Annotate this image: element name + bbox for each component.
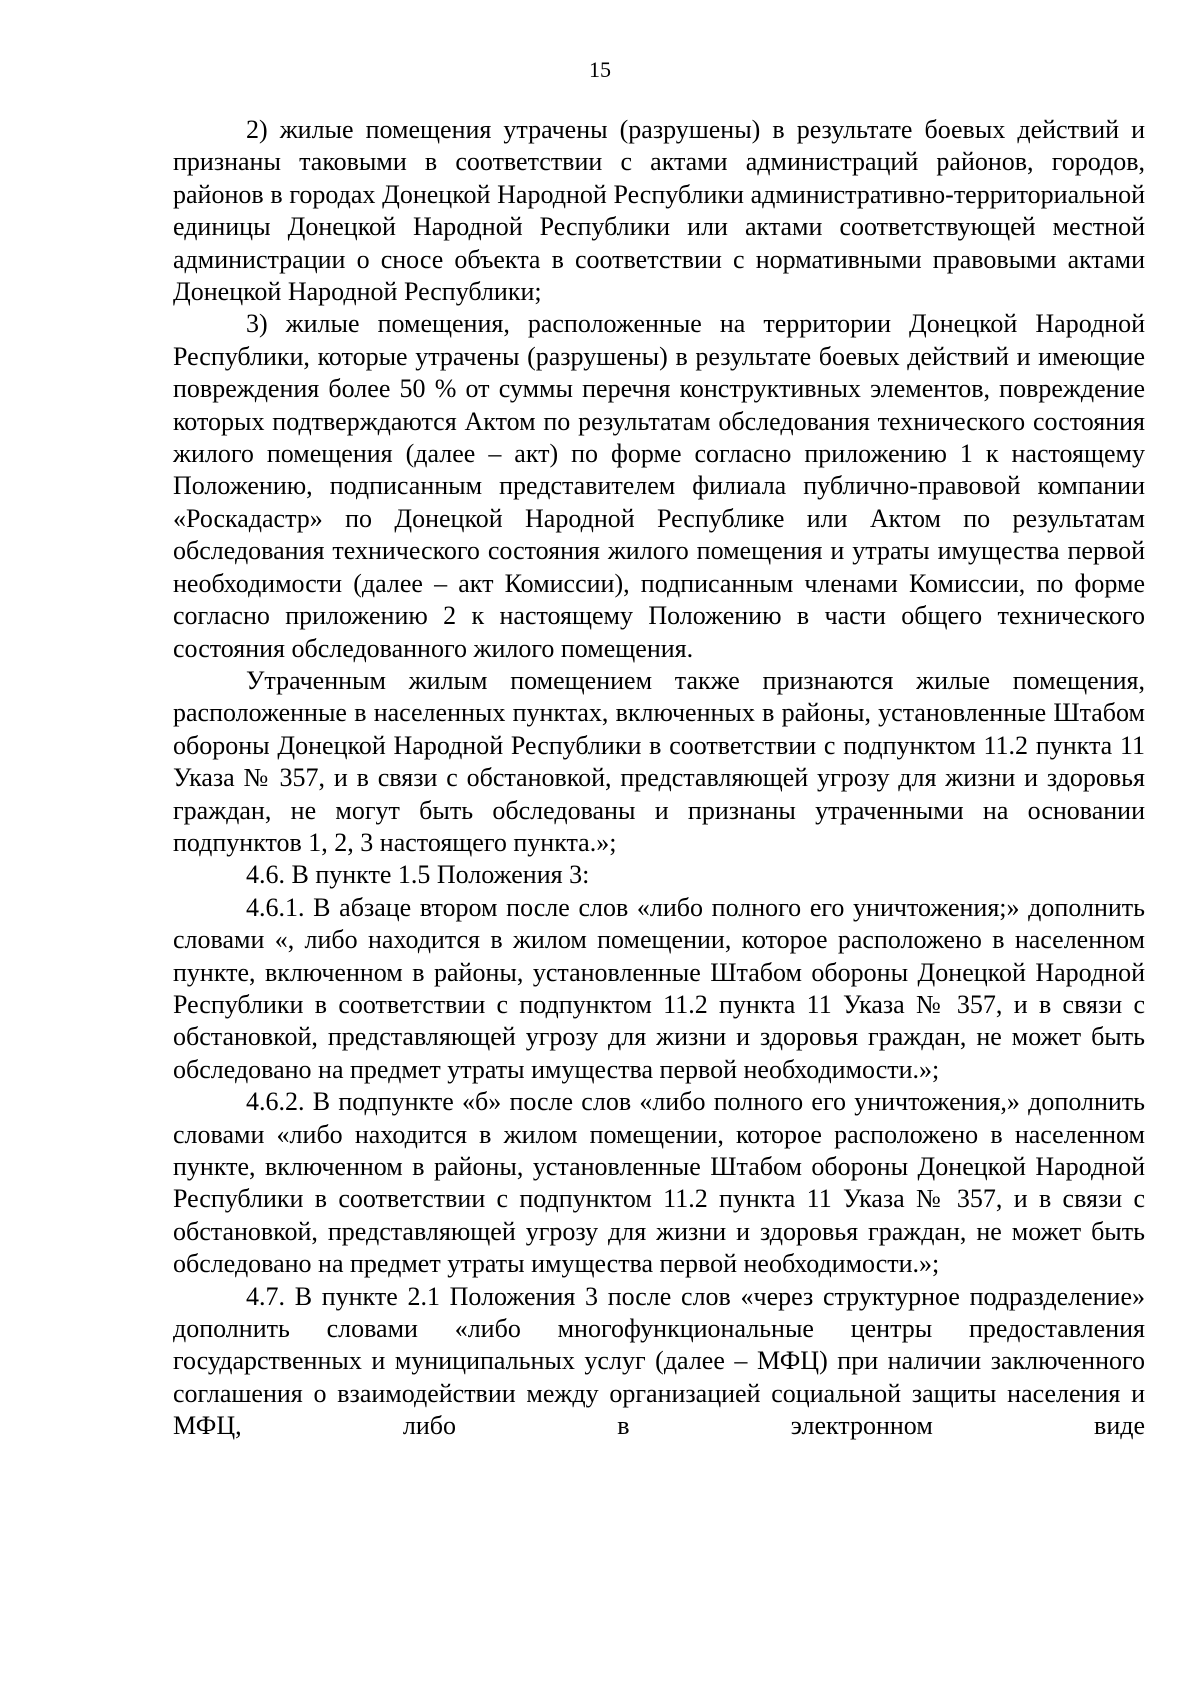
paragraph-4-6-2: 4.6.2. В подпункте «б» после слов «либо полного его уничтожения,» дополнить словами «либо находится в жилом помещении, которое расположено в населенном пункте, включенном в районы, установленные Штабом обороны Донецкой Народной Республики в соответствии с подпунктом 11.2 пункта 11 Указа № 357, и в связи с обстановкой, представляющей угрозу для жизни и здоровья граждан, не может быть обследовано на предмет утраты имущества первой необходимости.»; — [173, 1087, 1145, 1279]
document-body — [173, 114, 1145, 1443]
paragraph-item-2: 2) жилые помещения утрачены (разрушены) в результате боевых действий и признаны таковыми в соответствии с актами администраций районов, городов, районов в городах Донецкой Народной Республики административно-территориальной единицы Донецкой Народной Республики или актами соответствующей местной администрации о сносе объекта в соответствии с нормативными правовыми актами Донецкой Народной Республики; — [173, 115, 1145, 307]
paragraph-item-3: 3) жилые помещения, расположенные на территории Донецкой Народной Республики, которые утрачены (разрушены) в результате боевых действий и имеющие повреждения более 50 % от суммы перечня конструктивных элементов, повреждение которых подтверждаются Актом по результатам обследования технического состояния жилого помещения (далее – акт) по форме согласно приложению 1 к настоящему Положению, подписанным представителем филиала публично-правовой компании «Роскадастр» по Донецкой Народной Республике или Актом по результатам обследования технического состояния жилого помещения и утраты имущества первой необходимости (далее – акт Комиссии), подписанным членами Комиссии, по форме согласно приложению 2 к настоящему Положению в части общего технического состояния обследованного жилого помещения. — [173, 309, 1145, 663]
paragraph-lost-housing: Утраченным жилым помещением также признаются жилые помещения, расположенные в населенных пунктах, включенных в районы, установленные Штабом обороны Донецкой Народной Республики в соответствии с подпунктом 11.2 пункта 11 Указа № 357, и в связи с обстановкой, представляющей угрозу для жизни и здоровья граждан, не могут быть обследованы и признаны утраченными на основании подпунктов 1, 2, 3 настоящего пункта.»; — [173, 665, 1145, 857]
paragraph-4-6-1: 4.6.1. В абзаце втором после слов «либо полного его уничтожения;» дополнить словами «, либо находится в жилом помещении, которое расположено в населенном пункте, включенном в районы, установленные Штабом обороны Донецкой Народной Республики в соответствии с подпунктом 11.2 пункта 11 Указа № 357, и в связи с обстановкой, представляющей угрозу для жизни и здоровья граждан, не может быть обследовано на предмет утраты имущества первой необходимости.»; — [173, 892, 1145, 1084]
page-number: 15 — [589, 57, 611, 82]
paragraph-4-7: 4.7. В пункте 2.1 Положения 3 после слов «через структурное подразделение» дополнить словами «либо многофункциональные центры предоставления государственных и муниципальных услуг (далее – МФЦ) при наличии заключенного соглашения о взаимодействии между организацией социальной защиты населения и МФЦ, либо в электронном виде — [173, 1281, 1145, 1441]
paragraph-4-6: 4.6. В пункте 1.5 Положения 3: — [246, 860, 590, 890]
